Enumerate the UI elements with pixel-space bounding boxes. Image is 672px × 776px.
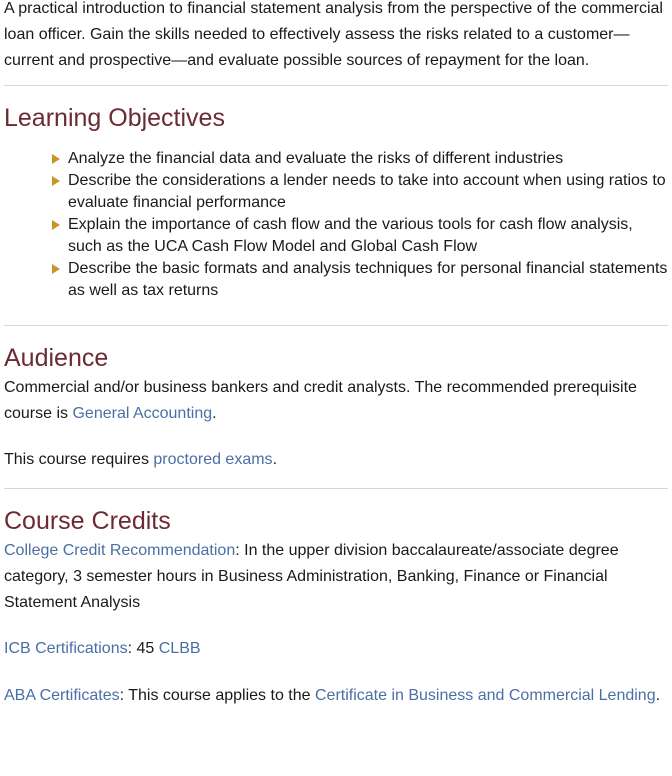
triangle-bullet-icon	[52, 264, 60, 274]
icb-text: ICB Certifications: 45 CLBB	[4, 640, 201, 657]
aba-certificates-link[interactable]: ABA Certificates	[4, 687, 120, 704]
aba-text: ABA Certificates: This course applies to the Certificate in Business and Commercial Lending.	[4, 687, 661, 704]
audience-heading: Audience	[4, 344, 109, 372]
list-item: Describe the basic formats and analysis techniques for personal financial statements as well as tax returns	[50, 258, 668, 302]
divider	[4, 85, 668, 86]
proctored-exams-link[interactable]: proctored exams	[153, 451, 273, 468]
triangle-bullet-icon	[52, 220, 60, 230]
learning-objectives-list	[4, 148, 668, 302]
clbb-link[interactable]: CLBB	[158, 640, 201, 657]
proctored-text: This course requires proctored exams.	[4, 451, 278, 468]
list-item: Describe the considerations a lender needs to take into account when using ratios to evaluate financial performance	[50, 170, 668, 214]
triangle-bullet-icon	[52, 176, 60, 186]
divider	[4, 325, 668, 326]
audience-text: Commercial and/or business bankers and credit analysts. The recommended prerequisite course is General Accounting.	[4, 379, 637, 422]
course-credits-heading: Course Credits	[4, 507, 171, 535]
list-item: Analyze the financial data and evaluate the risks of different industries	[50, 148, 668, 170]
icb-certifications-link[interactable]: ICB Certifications	[4, 640, 128, 657]
college-credit-link[interactable]: College Credit Recommendation	[4, 542, 236, 559]
college-credit-text: College Credit Recommendation: In the upper division baccalaureate/associate degree category, 3 semester hours in Business Administration, Banking, Finance or Financial Statement Analysis	[4, 542, 619, 611]
learning-objectives-heading: Learning Objectives	[4, 104, 225, 132]
certificate-link[interactable]: Certificate in Business and Commercial Lending	[314, 687, 656, 704]
list-item: Explain the importance of cash flow and the various tools for cash flow analysis, such as the UCA Cash Flow Model and Global Cash Flow	[50, 214, 668, 258]
general-accounting-link[interactable]: General Accounting	[72, 405, 213, 422]
triangle-bullet-icon	[52, 154, 60, 164]
divider	[4, 488, 668, 489]
intro-paragraph: A practical introduction to financial statement analysis from the perspective of the commercial loan officer. Gain the skills needed to effectively assess the risks related to a customer—current and prospective—and evaluate possible sources of repayment for the loan.	[4, 0, 663, 69]
